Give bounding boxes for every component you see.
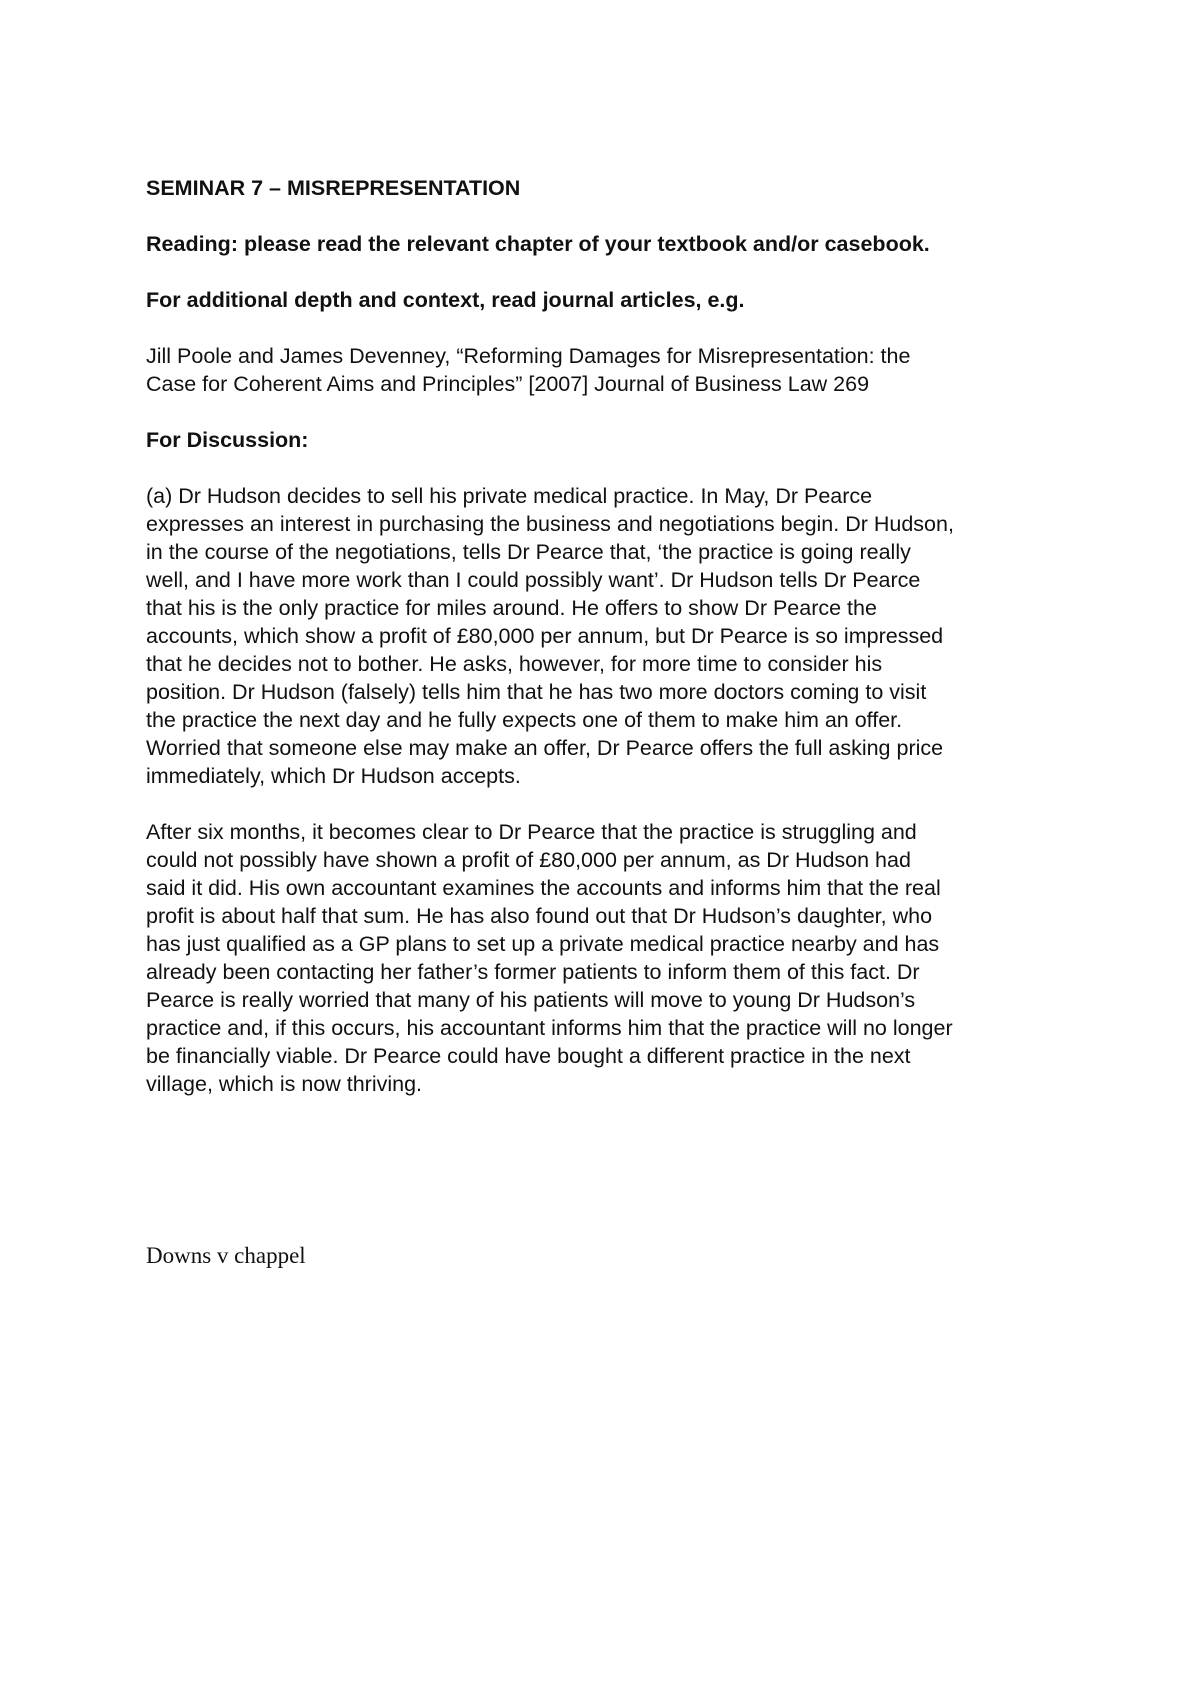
- additional-reading-instruction: For additional depth and context, read journal articles, e.g.: [146, 288, 745, 312]
- discussion-paragraph-a: (a) Dr Hudson decides to sell his private medical practice. In May, Dr Pearce expresses an interest in purchasing the business and negotiations begin. Dr Hudson, in the course of the negotiations, tells Dr Pearce that, ‘the practice is going really well, and I have more work than I could possibly want’. Dr Hudson tells Dr Pearce that his is the only practice for miles around. He offers to show Dr Pearce the accounts, which show a profit of £80,000 per annum, but Dr Pearce is so impressed that he decides not to bother. He asks, however, for more time to consider his position. Dr Hudson (falsely) tells him that he has two more doctors coming to visit the practice the next day and he fully expects one of them to make him an offer. Worried that someone else may make an offer, Dr Pearce offers the full asking price immediately, which Dr Hudson accepts.: [146, 484, 954, 788]
- document-body: [146, 174, 1086, 1098]
- case-note: Downs v chappel: [146, 1243, 306, 1268]
- discussion-paragraph-b: After six months, it becomes clear to Dr Pearce that the practice is struggling and could not possibly have shown a profit of £80,000 per annum, as Dr Hudson had said it did. His own accountant examines the accounts and informs him that the real profit is about half that sum. He has also found out that Dr Hudson’s daughter, who has just qualified as a GP plans to set up a private medical practice nearby and has already been contacting her father’s former patients to inform them of this fact. Dr Pearce is really worried that many of his patients will move to young Dr Hudson’s practice and, if this occurs, his accountant informs him that the practice will no longer be financially viable. Dr Pearce could have bought a different practice in the next village, which is now thriving.: [146, 820, 953, 1096]
- journal-reference: Jill Poole and James Devenney, “Reforming Damages for Misrepresentation: the Case for Coherent Aims and Principles” [2007] Journal of Business Law 269: [146, 344, 911, 396]
- discussion-heading: For Discussion:: [146, 428, 309, 452]
- reading-instruction: Reading: please read the relevant chapter of your textbook and/or casebook.: [146, 232, 930, 256]
- page-title: SEMINAR 7 – MISREPRESENTATION: [146, 176, 521, 200]
